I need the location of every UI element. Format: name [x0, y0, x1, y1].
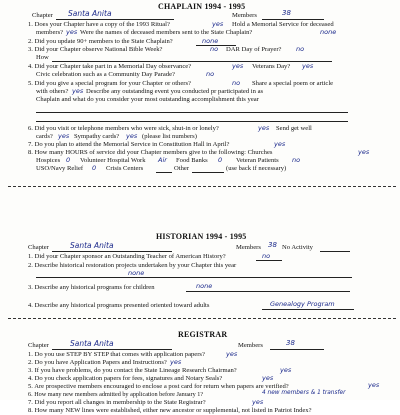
- chaplain-q1d-answer: none: [320, 28, 337, 36]
- chaplain-chapter-value: Santa Anita: [68, 9, 112, 18]
- chaplain-q8f: USO/Navy Relief: [36, 165, 84, 172]
- section-divider-2: [8, 318, 396, 319]
- chaplain-q5c: with others?: [36, 88, 69, 95]
- registrar-q4: 4. Do you check application papers for fees, signatures and Notary Seals?: [28, 375, 223, 382]
- chaplain-q7: 7. Do you plan to attend the Memorial Service in Constitution Hall in April?: [28, 141, 230, 148]
- chaplain-q5: 5. Did you give a special program for your Chapter or others?: [28, 80, 191, 87]
- registrar-chapter-line: [52, 349, 172, 350]
- registrar-q5: 5. Are prospective members encouraged to enclose a post card for return when papers are verified?: [28, 383, 289, 390]
- chaplain-q5d: Describe any outstanding event you conducted pr participated in as: [86, 88, 264, 95]
- registrar-q2: 2. Do you have Application Papers and Instructions?: [28, 359, 167, 366]
- chaplain-q1d: Were the names of deceased members sent to the State Chaplain?: [80, 29, 253, 36]
- chaplain-q3b-answer: no: [296, 45, 305, 53]
- chaplain-q5b: Share a special poem or article: [252, 80, 334, 87]
- historian-q4-line: [262, 309, 354, 310]
- chaplain-q1a-answer: yes: [212, 20, 224, 28]
- chaplain-q1b: Hold a Memorial Service for deceased: [232, 21, 334, 28]
- historian-q1: 1. Did your Chapter sponsor an Outstanding Teacher of American History?: [28, 253, 226, 260]
- historian-q4: 4. Describe any historical programs presented oriented toward adults: [28, 302, 210, 309]
- chaplain-chapter-label: Chapter: [32, 12, 53, 19]
- historian-chapter-label: Chapter: [28, 244, 49, 251]
- chaplain-q6c: cards?: [36, 133, 53, 140]
- chaplain-q6e: (please list numbers): [142, 133, 197, 140]
- chaplain-q1a: 1. Does your Chapter have a copy of the 1993 Ritual?: [28, 21, 170, 28]
- chaplain-q6-answer: yes: [258, 124, 270, 132]
- historian-q1-line: [256, 260, 282, 261]
- registrar-q5-answer: yes: [368, 381, 380, 389]
- chaplain-q8d: Food Banks: [176, 157, 208, 164]
- chaplain-q8h-line: [192, 172, 224, 173]
- chaplain-q3b: DAR Day of Prayer?: [226, 46, 282, 53]
- historian-members-value: 38: [268, 241, 277, 249]
- historian-title: HISTORIAN 1994 - 1995: [156, 232, 247, 241]
- chaplain-q3: 3. Did your Chapter observe National Bible Week?: [28, 46, 163, 53]
- chaplain-q3c: How: [36, 54, 49, 61]
- chaplain-q4c: Civic celebration such as a Community Day Parade?: [36, 71, 175, 78]
- registrar-q1: 1. Do you use STEP BY STEP that comes with application papers?: [28, 351, 205, 358]
- chaplain-q8f-answer: 0: [92, 164, 97, 172]
- registrar-q6: 6. How many new members admitted by application before January 1?: [28, 391, 204, 398]
- historian-q4-answer: Genealogy Program: [270, 300, 335, 308]
- chaplain-members-line: [262, 19, 324, 20]
- historian-q1-answer: no: [262, 252, 271, 260]
- historian-no-activity: No Activity: [282, 244, 313, 251]
- registrar-q7-answer: yes: [252, 398, 264, 406]
- registrar-members-line: [270, 349, 324, 350]
- chaplain-q8i: (use back if necessary): [226, 165, 287, 172]
- registrar-q2-answer: yes: [170, 358, 182, 366]
- registrar-members-value: 38: [286, 339, 295, 347]
- chaplain-q2-answer: none: [202, 37, 219, 45]
- historian-q3: 3. Describe any historical programs for children: [28, 284, 155, 291]
- registrar-chapter-label: Chapter: [28, 342, 49, 349]
- chaplain-q5-line-1: [36, 112, 348, 113]
- historian-members-label: Members: [236, 244, 261, 251]
- registrar-q4-answer: yes: [262, 374, 274, 382]
- chaplain-q6d: Sympathy cards?: [74, 133, 120, 140]
- chaplain-q3c-line: [52, 61, 332, 62]
- chaplain-q4: 4. Did your Chapter take part in a Memorial Day observance?: [28, 63, 192, 70]
- chaplain-q8-answer: yes: [358, 148, 370, 156]
- historian-q3-line: [186, 291, 350, 292]
- historian-q3-answer: none: [196, 282, 213, 290]
- chaplain-q6: 6. Did you visit or telephone members who were sick, shut-in or lonely?: [28, 125, 219, 132]
- chaplain-q5e: Chaplain and what do you consider your most outstanding accomplishment this year: [36, 96, 259, 103]
- chaplain-q4b: Veterans Day?: [252, 63, 291, 70]
- chaplain-q3-answer: no: [210, 45, 219, 53]
- chaplain-q8b: Hospices: [36, 157, 61, 164]
- chaplain-q5-line-2: [36, 121, 348, 122]
- chaplain-q8e: Veteran Patients: [236, 157, 279, 164]
- chaplain-q8c: Volunteer Hospital Work: [80, 157, 146, 164]
- chaplain-q5-answer: no: [232, 79, 241, 87]
- historian-q2: 2. Describe historical restoration projects undertaken by your Chapter this year: [28, 262, 237, 269]
- chaplain-title: CHAPLAIN 1994 - 1995: [158, 2, 246, 11]
- registrar-members-label: Members: [238, 342, 263, 349]
- registrar-q8: 8. How many NEW lines were established, either new ancestor or supplemental, not listed in Patriot Index?: [28, 407, 312, 414]
- chaplain-q8e-answer: no: [292, 156, 301, 164]
- chaplain-q4c-answer: no: [206, 70, 215, 78]
- registrar-q7: 7. Did you report all changes in membership to the State Registrar?: [28, 399, 206, 406]
- chaplain-q6d-answer: yes: [126, 132, 138, 140]
- chaplain-q8h: Other: [174, 165, 190, 172]
- historian-no-activity-line: [320, 251, 350, 252]
- registrar-q3-answer: yes: [280, 366, 292, 374]
- section-divider-1: [8, 186, 396, 187]
- registrar-q3: 3. If you have problems, do you contact the State Lineage Research Chairman?: [28, 367, 237, 374]
- chaplain-q1c: members?: [36, 29, 64, 36]
- historian-q2-line-1: [36, 277, 352, 278]
- historian-q2-answer: none: [128, 269, 145, 277]
- chaplain-q5c-answer: yes: [72, 87, 84, 95]
- registrar-q6-answer: 4 new members & 1 transfer: [262, 390, 346, 396]
- chaplain-q8d-answer: 0: [218, 156, 223, 164]
- chaplain-q4-answer: yes: [232, 62, 244, 70]
- chaplain-q4b-answer: yes: [302, 62, 314, 70]
- chaplain-q6b: Send get well: [276, 125, 312, 132]
- chaplain-members-label: Members: [232, 12, 257, 19]
- historian-chapter-value: Santa Anita: [70, 241, 114, 250]
- chaplain-q8g: Crisis Centers: [106, 165, 144, 172]
- chaplain-q8g-line: [156, 172, 172, 173]
- chaplain-q1c-answer: yes: [66, 28, 78, 36]
- registrar-q1-answer: yes: [226, 350, 238, 358]
- historian-chapter-line: [52, 251, 172, 252]
- chaplain-q8b-answer: 0: [66, 156, 71, 164]
- chaplain-q2: 2. Did you update 90+ members to the State Chaplain?: [28, 38, 173, 45]
- registrar-title: REGISTRAR: [178, 330, 228, 339]
- chaplain-q8c-answer: Air: [158, 156, 167, 164]
- chaplain-members-value: 38: [282, 9, 291, 17]
- chaplain-q7-answer: yes: [274, 140, 286, 148]
- chaplain-chapter-line: [56, 19, 174, 20]
- chaplain-q8: 8. How many HOURS of service did your Chapter members give to the following: Churches: [28, 149, 273, 156]
- chaplain-q6c-answer: yes: [58, 132, 70, 140]
- registrar-chapter-value: Santa Anita: [70, 339, 114, 348]
